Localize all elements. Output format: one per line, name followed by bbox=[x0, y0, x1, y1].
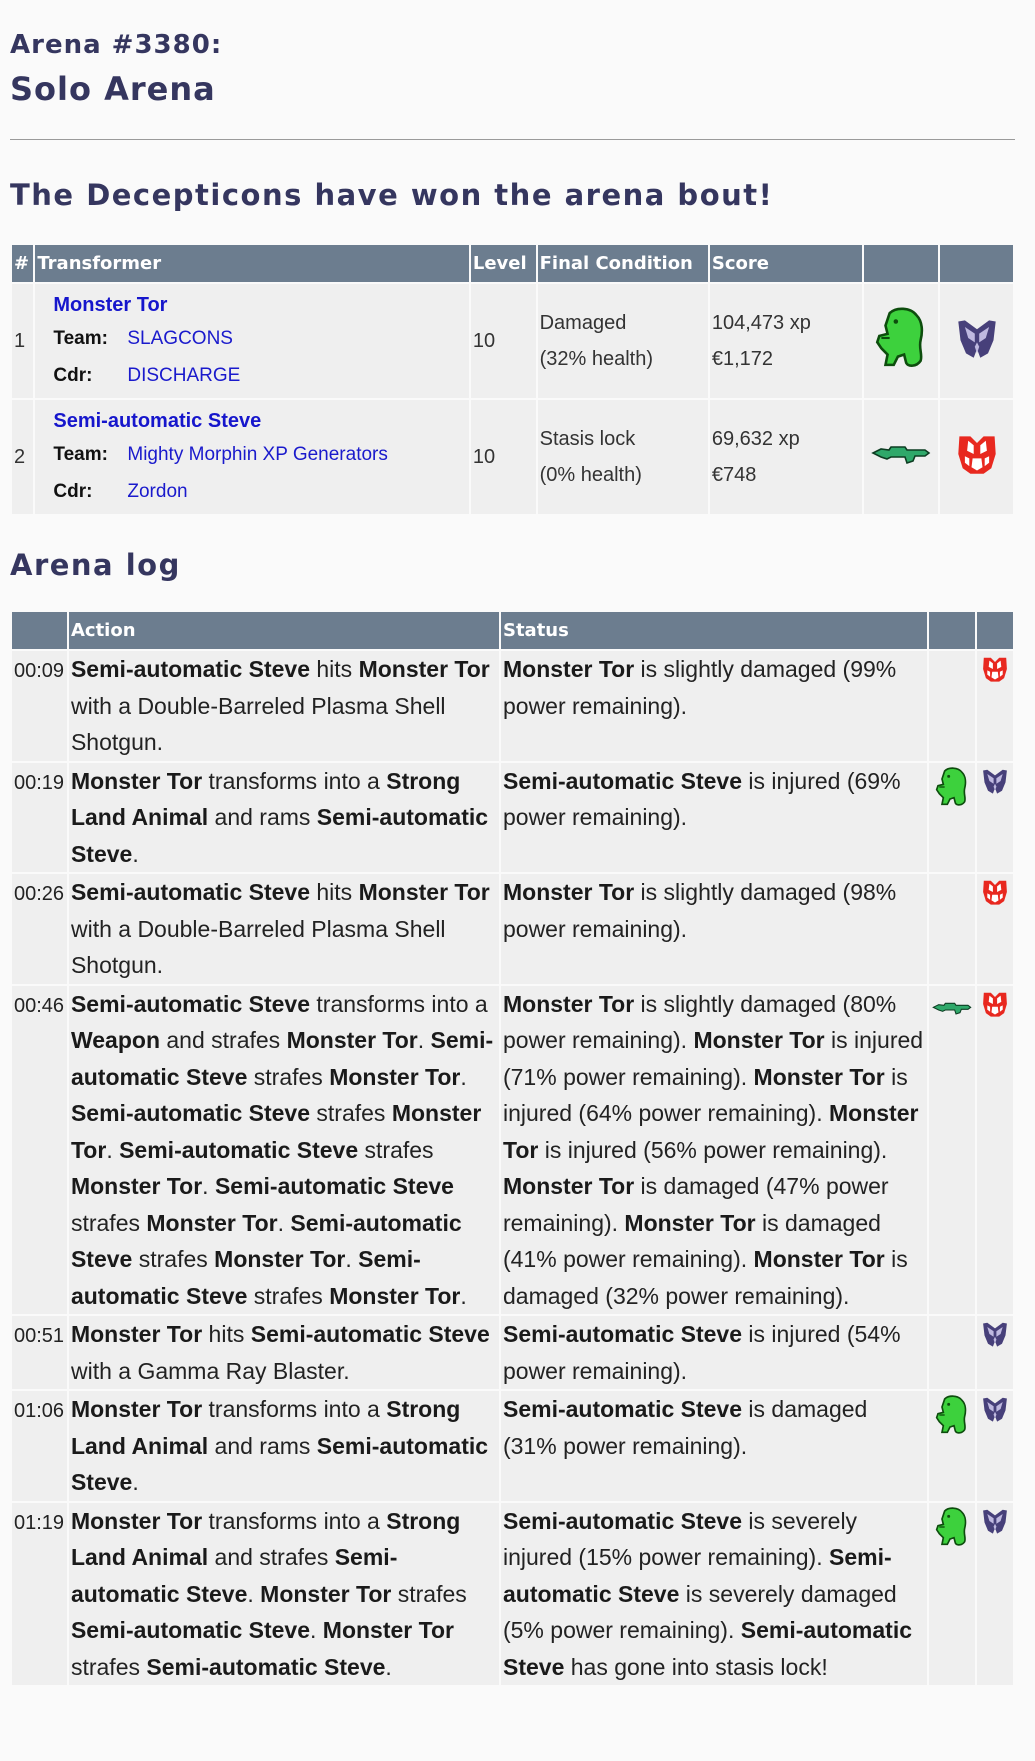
alt-mode-cell bbox=[864, 400, 938, 514]
log-header-row bbox=[12, 612, 1013, 649]
log-alt-icon-cell bbox=[929, 986, 975, 1315]
actor-name: Monster Tor bbox=[502, 1100, 919, 1163]
result-score bbox=[710, 400, 862, 514]
log-text: strafes bbox=[310, 1100, 392, 1126]
result-rank: 1 bbox=[12, 284, 33, 398]
results-header-row bbox=[12, 245, 1013, 282]
actor-name: Monster Tor bbox=[502, 990, 635, 1017]
green-beast-icon bbox=[875, 352, 927, 374]
log-text: . bbox=[277, 1209, 291, 1236]
actor-name: Monster Tor bbox=[693, 1027, 825, 1053]
result-score bbox=[710, 284, 862, 398]
actor-name: Semi-automatic Steve bbox=[146, 1653, 386, 1680]
log-faction-icon-cell bbox=[977, 651, 1013, 761]
cdr-row bbox=[53, 473, 469, 510]
log-text: transforms into a bbox=[202, 1507, 387, 1534]
result-condition bbox=[538, 400, 708, 514]
actor-name: Monster Tor bbox=[146, 1209, 278, 1236]
team-link[interactable]: SLAGCONS bbox=[127, 328, 233, 349]
log-row bbox=[12, 1503, 1013, 1686]
log-faction-icon-cell bbox=[977, 986, 1013, 1315]
log-text: strafes bbox=[70, 1653, 147, 1680]
log-text: is injured (69% power remaining). bbox=[502, 767, 901, 830]
col-faction-icon bbox=[977, 612, 1013, 649]
actor-name: Monster Tor bbox=[502, 656, 635, 682]
log-text: has gone into stasis lock! bbox=[564, 1653, 828, 1680]
col-alt-mode bbox=[864, 245, 938, 282]
result-condition bbox=[538, 284, 708, 398]
actor-name: Monster Tor bbox=[70, 1321, 203, 1347]
autobot-icon bbox=[955, 459, 999, 481]
col-alt-icon bbox=[929, 612, 975, 649]
actor-name: Semi-automatic Steve bbox=[70, 1617, 310, 1643]
log-time: 00:26 bbox=[12, 874, 67, 984]
actor-name: Monster Tor bbox=[286, 1027, 418, 1053]
actor-name: Semi-automatic Steve bbox=[502, 1507, 743, 1534]
log-text: is severely injured (15% power remaining). bbox=[502, 1507, 858, 1570]
actor-name: Strong Land Animal bbox=[70, 1396, 461, 1459]
actor-name: Monster Tor bbox=[329, 1282, 461, 1309]
col-status: Status bbox=[501, 612, 927, 649]
team-label: Team: bbox=[53, 444, 108, 465]
log-status bbox=[501, 1391, 927, 1501]
actor-name: Monster Tor bbox=[70, 1173, 203, 1199]
col-action: Action bbox=[69, 612, 499, 649]
actor-name: Monster Tor bbox=[260, 1580, 392, 1607]
actor-name: Semi-automatic Steve bbox=[70, 804, 489, 867]
log-text: . bbox=[460, 1063, 467, 1090]
actor-name: Semi-automatic Steve bbox=[70, 1544, 398, 1607]
log-text: hits bbox=[202, 1321, 251, 1347]
log-text: strafes bbox=[247, 1063, 330, 1090]
actor-name: Monster Tor bbox=[329, 1063, 461, 1090]
log-text: . bbox=[417, 1027, 431, 1053]
log-action bbox=[69, 986, 499, 1315]
col-level: Level bbox=[471, 245, 536, 282]
arena-type-title: Solo Arena bbox=[10, 70, 216, 108]
log-text: hits bbox=[310, 879, 359, 905]
transformer-name-link[interactable]: Semi-automatic Steve bbox=[53, 410, 262, 432]
actor-name: Monster Tor bbox=[70, 1100, 482, 1163]
actor-name: Monster Tor bbox=[70, 1396, 203, 1422]
log-faction-icon-cell bbox=[977, 1503, 1013, 1686]
log-text: is damaged (32% power remaining). bbox=[502, 1246, 908, 1309]
green-beast-icon bbox=[935, 1526, 969, 1552]
results-table bbox=[10, 243, 1015, 516]
team-link[interactable]: Mighty Morphin XP Generators bbox=[127, 444, 388, 465]
log-text: and rams bbox=[208, 804, 317, 830]
log-faction-icon-cell bbox=[977, 1391, 1013, 1501]
cdr-label: Cdr: bbox=[53, 481, 93, 502]
log-faction-icon-cell bbox=[977, 763, 1013, 873]
log-text: . bbox=[385, 1653, 392, 1680]
health-text: (32% health) bbox=[539, 348, 654, 370]
divider bbox=[10, 139, 1015, 140]
decepticon-icon bbox=[981, 1327, 1009, 1353]
log-text: is damaged (47% power remaining). bbox=[502, 1173, 889, 1236]
money-text: €1,172 bbox=[711, 348, 774, 370]
log-action bbox=[69, 874, 499, 984]
log-text: is damaged (31% power remaining). bbox=[502, 1396, 868, 1459]
actor-name: Semi-automatic Steve bbox=[250, 1321, 490, 1347]
log-text: transforms into a bbox=[202, 1396, 387, 1422]
log-time: 01:19 bbox=[12, 1503, 67, 1686]
arena-log-table bbox=[10, 610, 1015, 1687]
actor-name: Monster Tor bbox=[502, 1173, 635, 1199]
actor-name: Semi-automatic Steve bbox=[70, 1027, 494, 1090]
actor-name: Monster Tor bbox=[358, 879, 490, 905]
actor-name: Monster Tor bbox=[502, 879, 635, 905]
log-text: strafes bbox=[358, 1136, 434, 1163]
cdr-label: Cdr: bbox=[53, 365, 93, 386]
log-text: is slightly damaged (99% power remaining). bbox=[502, 656, 897, 719]
team-label: Team: bbox=[53, 328, 108, 349]
faction-cell bbox=[940, 284, 1013, 398]
result-level: 10 bbox=[471, 284, 536, 398]
log-text: is slightly damaged (80% power remaining). bbox=[502, 990, 897, 1053]
green-beast-icon bbox=[935, 786, 969, 812]
log-row bbox=[12, 763, 1013, 873]
log-text: strafes bbox=[132, 1246, 215, 1272]
col-score: Score bbox=[710, 245, 862, 282]
result-transformer bbox=[35, 400, 469, 514]
result-level: 10 bbox=[471, 400, 536, 514]
log-text: and strafes bbox=[208, 1544, 335, 1570]
log-action bbox=[69, 763, 499, 873]
actor-name: Monster Tor bbox=[624, 1209, 756, 1236]
actor-name: Semi-automatic Steve bbox=[70, 879, 310, 905]
actor-name: Monster Tor bbox=[358, 656, 490, 682]
condition-text: Stasis lock bbox=[539, 428, 636, 450]
actor-name: Semi-automatic Steve bbox=[502, 767, 743, 794]
col-final-condition: Final Condition bbox=[538, 245, 708, 282]
log-text: . bbox=[460, 1282, 467, 1309]
result-row bbox=[12, 284, 1013, 398]
autobot-icon bbox=[981, 997, 1009, 1023]
green-gun-icon bbox=[871, 448, 931, 470]
autobot-icon bbox=[981, 662, 1009, 688]
log-text: and strafes bbox=[160, 1027, 287, 1053]
log-alt-icon-cell bbox=[929, 763, 975, 873]
log-text: hits bbox=[310, 656, 359, 682]
actor-name: Monster Tor bbox=[753, 1063, 885, 1090]
actor-name: Monster Tor bbox=[322, 1617, 454, 1643]
log-status bbox=[501, 1316, 927, 1389]
actor-name: Semi-automatic Steve bbox=[502, 1544, 892, 1607]
transformer-name-link[interactable]: Monster Tor bbox=[53, 294, 168, 316]
actor-name: Semi-automatic Steve bbox=[70, 1209, 462, 1272]
result-row bbox=[12, 400, 1013, 514]
log-status bbox=[501, 651, 927, 761]
result-message: The Decepticons have won the arena bout! bbox=[10, 178, 774, 212]
log-text: is damaged (41% power remaining). bbox=[502, 1209, 881, 1272]
actor-name: Semi-automatic Steve bbox=[70, 990, 310, 1017]
actor-name: Strong Land Animal bbox=[70, 767, 461, 830]
log-text: . bbox=[345, 1246, 359, 1272]
log-faction-icon-cell bbox=[977, 1316, 1013, 1389]
log-text: is injured (54% power remaining). bbox=[502, 1321, 901, 1384]
alt-mode-cell bbox=[864, 284, 938, 398]
log-text: . bbox=[310, 1617, 323, 1643]
xp-text: 69,632 xp bbox=[711, 428, 800, 450]
team-row bbox=[53, 436, 469, 473]
log-status bbox=[501, 986, 927, 1315]
money-text: €748 bbox=[711, 464, 757, 486]
log-text: . bbox=[132, 1469, 139, 1495]
log-text: . bbox=[202, 1173, 215, 1199]
arena-log-title: Arena log bbox=[10, 548, 181, 582]
actor-name: Semi-automatic Steve bbox=[70, 1432, 489, 1495]
actor-name: Semi-automatic Steve bbox=[214, 1173, 454, 1199]
log-alt-icon-cell bbox=[929, 651, 975, 761]
log-text: transforms into a bbox=[310, 990, 488, 1017]
xp-text: 104,473 xp bbox=[711, 312, 811, 334]
log-action bbox=[69, 1391, 499, 1501]
actor-name: Monster Tor bbox=[70, 767, 203, 794]
log-text: is injured (56% power remaining). bbox=[538, 1136, 888, 1163]
log-alt-icon-cell bbox=[929, 1391, 975, 1501]
decepticon-icon bbox=[981, 1402, 1009, 1428]
log-faction-icon-cell bbox=[977, 874, 1013, 984]
log-text: . bbox=[106, 1136, 120, 1163]
log-text: . bbox=[247, 1580, 261, 1607]
log-text: strafes bbox=[247, 1282, 330, 1309]
log-alt-icon-cell bbox=[929, 1503, 975, 1686]
col-transformer: Transformer bbox=[35, 245, 469, 282]
green-beast-icon bbox=[935, 1414, 969, 1440]
log-text: strafes bbox=[70, 1209, 147, 1236]
log-time: 00:19 bbox=[12, 763, 67, 873]
condition-text: Damaged bbox=[539, 312, 627, 334]
actor-name: Monster Tor bbox=[753, 1246, 885, 1272]
log-action bbox=[69, 1316, 499, 1389]
log-text: strafes bbox=[391, 1580, 467, 1607]
log-text: is injured (64% power remaining). bbox=[502, 1063, 908, 1126]
arena-number: Arena #3380: bbox=[10, 30, 223, 60]
log-row bbox=[12, 1391, 1013, 1501]
log-alt-icon-cell bbox=[929, 874, 975, 984]
actor-name: Semi-automatic Steve bbox=[119, 1136, 359, 1163]
actor-name: Monster Tor bbox=[214, 1246, 346, 1272]
log-time: 00:09 bbox=[12, 651, 67, 761]
log-action bbox=[69, 1503, 499, 1686]
actor-name: Semi-automatic Steve bbox=[70, 1100, 310, 1126]
actor-name: Semi-automatic Steve bbox=[502, 1396, 743, 1422]
decepticon-icon bbox=[981, 1514, 1009, 1540]
health-text: (0% health) bbox=[539, 464, 642, 486]
log-text: and rams bbox=[208, 1432, 317, 1459]
log-text: with a Gamma Ray Blaster. bbox=[70, 1357, 350, 1384]
log-row bbox=[12, 651, 1013, 761]
actor-name: Monster Tor bbox=[70, 1507, 203, 1534]
col-faction bbox=[940, 245, 1013, 282]
actor-name: Strong Land Animal bbox=[70, 1507, 461, 1570]
faction-cell bbox=[940, 400, 1013, 514]
col-rank: # bbox=[12, 245, 33, 282]
autobot-icon bbox=[981, 885, 1009, 911]
log-text: is slightly damaged (98% power remaining). bbox=[502, 879, 897, 942]
decepticon-icon bbox=[955, 343, 999, 365]
log-text: . bbox=[132, 840, 139, 867]
green-gun-icon bbox=[932, 995, 972, 1021]
log-text: transforms into a bbox=[202, 767, 387, 794]
actor-name: Weapon bbox=[70, 1027, 160, 1053]
result-transformer bbox=[35, 284, 469, 398]
log-text: with a Double-Barreled Plasma Shell Shotgun. bbox=[70, 915, 446, 978]
log-row bbox=[12, 874, 1013, 984]
cdr-row bbox=[53, 357, 469, 394]
log-text: is severely damaged (5% power remaining). bbox=[502, 1580, 897, 1643]
log-time: 01:06 bbox=[12, 1391, 67, 1501]
log-time: 00:51 bbox=[12, 1316, 67, 1389]
cdr-link[interactable]: Zordon bbox=[127, 481, 188, 502]
cdr-link[interactable]: DISCHARGE bbox=[127, 365, 241, 386]
actor-name: Semi-automatic Steve bbox=[502, 1617, 913, 1680]
log-status bbox=[501, 874, 927, 984]
log-alt-icon-cell bbox=[929, 1316, 975, 1389]
team-row bbox=[53, 320, 469, 357]
actor-name: Semi-automatic Steve bbox=[502, 1321, 743, 1347]
log-text: is injured (71% power remaining). bbox=[502, 1027, 924, 1090]
log-row bbox=[12, 1316, 1013, 1389]
log-status bbox=[501, 1503, 927, 1686]
log-row bbox=[12, 986, 1013, 1315]
log-text: with a Double-Barreled Plasma Shell Shotgun. bbox=[70, 692, 446, 755]
col-time bbox=[12, 612, 67, 649]
actor-name: Semi-automatic Steve bbox=[70, 656, 310, 682]
log-time: 00:46 bbox=[12, 986, 67, 1315]
decepticon-icon bbox=[981, 774, 1009, 800]
log-status bbox=[501, 763, 927, 873]
result-rank: 2 bbox=[12, 400, 33, 514]
actor-name: Semi-automatic Steve bbox=[70, 1246, 421, 1309]
log-action bbox=[69, 651, 499, 761]
